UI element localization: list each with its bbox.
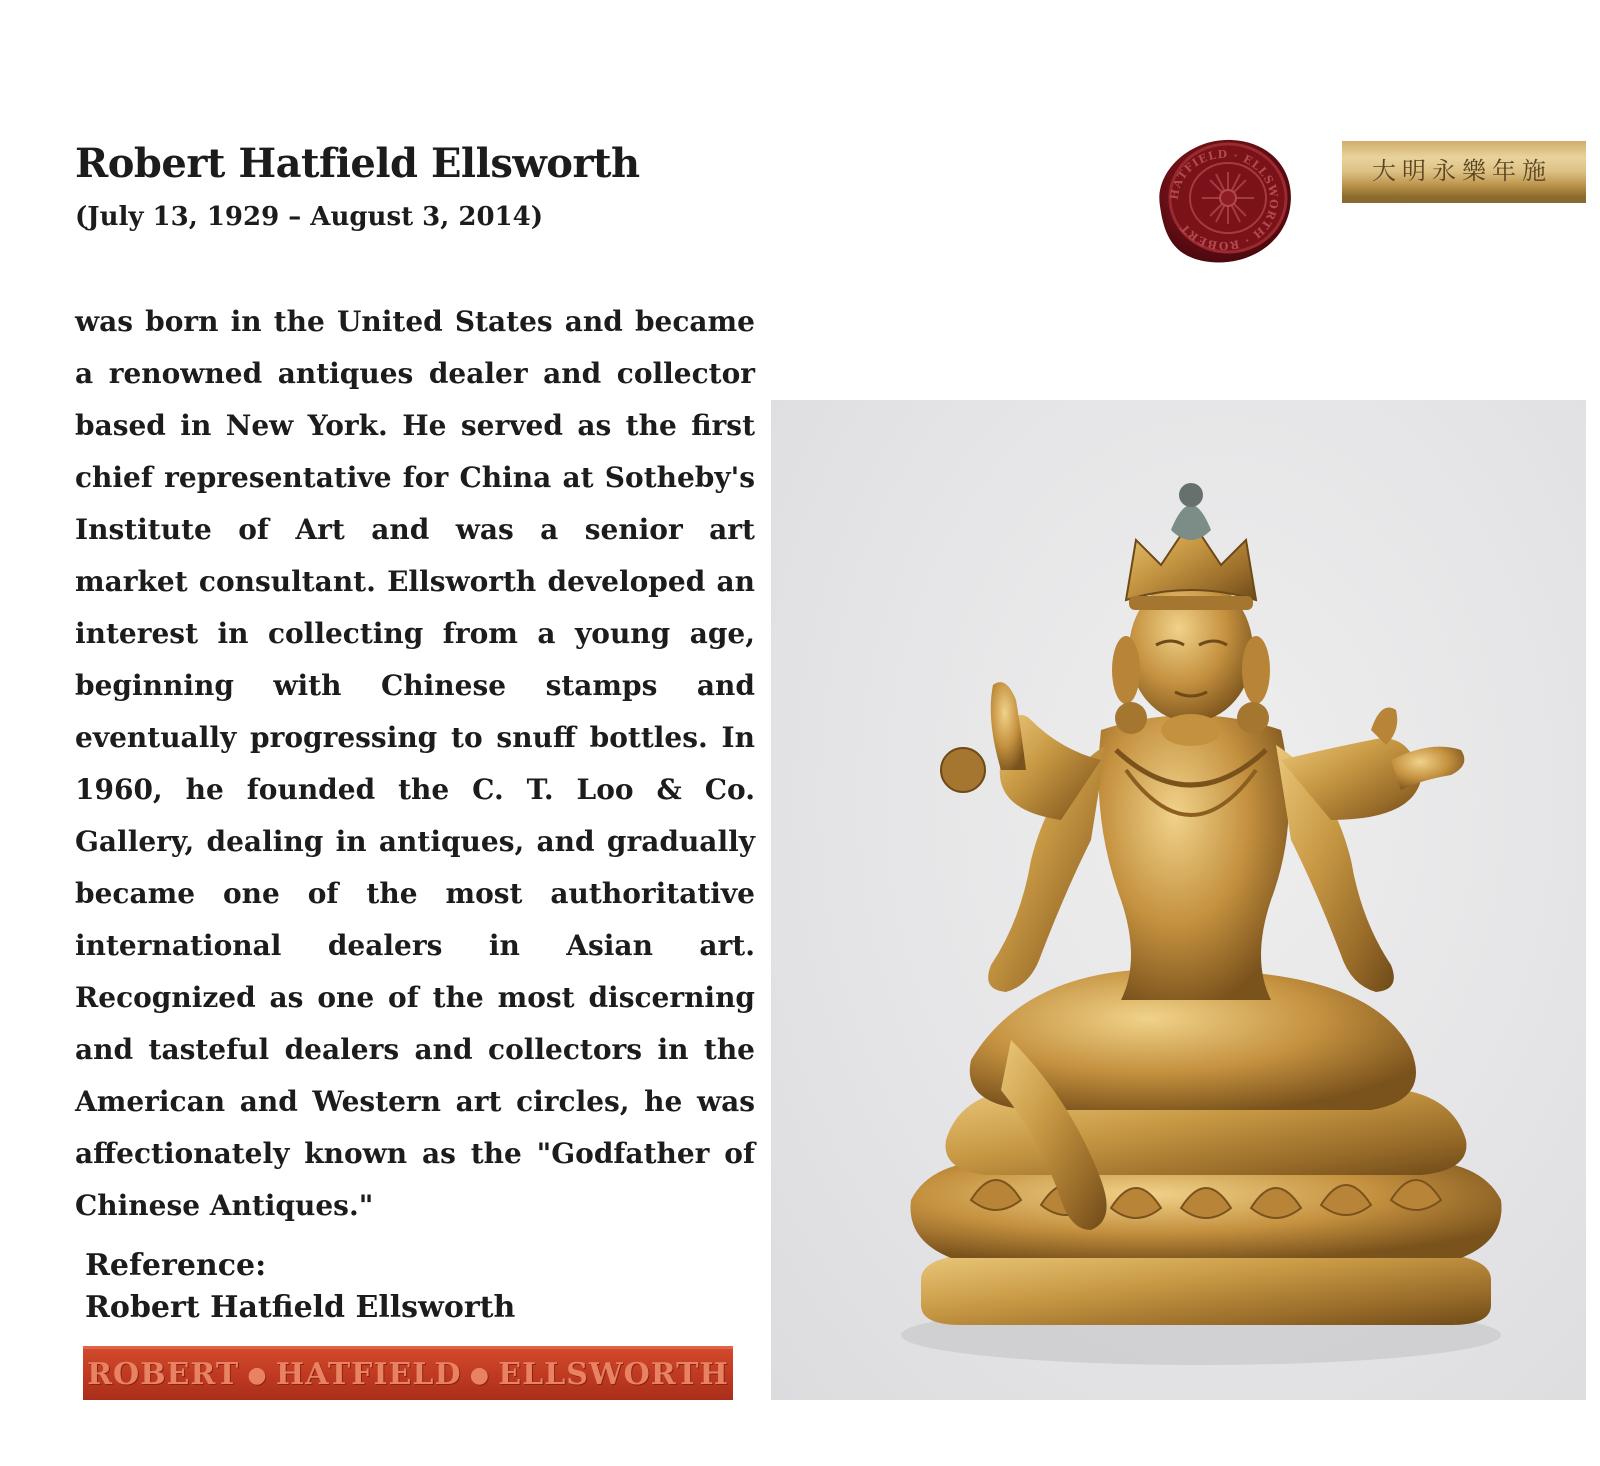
inscription-plaque [1342,141,1586,203]
person-name: Robert Hatfield Ellsworth [75,140,640,187]
reference-name: Robert Hatfield Ellsworth [85,1290,516,1325]
life-dates: (July 13, 1929 – August 3, 2014) [75,202,544,232]
reference-block [85,1245,515,1329]
wax-seal-icon [1150,132,1298,268]
name-stamp [83,1346,733,1400]
biography-text: was born in the United States and became a renowned antiques dealer and collector based in New York. He served as the first chief representative for China at Sotheby's Institute of Art and was a senior art market consultant. Ellsworth developed an interest in collecting from a young age, beginning with Chinese stamps and eventually progressing to snuff bottles. In 1960, he founded the C. T. Loo & Co. Gallery, dealing in antiques, and gradually became one of the most authoritative international dealers in Asian art. Recognized as one of the most discerning and tasteful dealers and collectors in the American and Western art circles, he was affectionately known as the "Godfather of Chinese Antiques." [75,305,755,1222]
stamp-dot-icon: ● [247,1361,268,1388]
statue-photo [771,400,1586,1400]
stamp-word-2: HATFIELD [275,1357,462,1392]
stamp-word-1: ROBERT [87,1357,240,1392]
reference-label: Reference: [85,1248,267,1283]
seal-ring-text: HATFIELD · ELLSWORTH · ROBERT [1167,147,1281,253]
stamp-dot-icon: ● [469,1361,490,1388]
plaque-inscription: 大明永樂年施 [1372,157,1552,185]
stamp-word-3: ELLSWORTH [498,1357,729,1392]
